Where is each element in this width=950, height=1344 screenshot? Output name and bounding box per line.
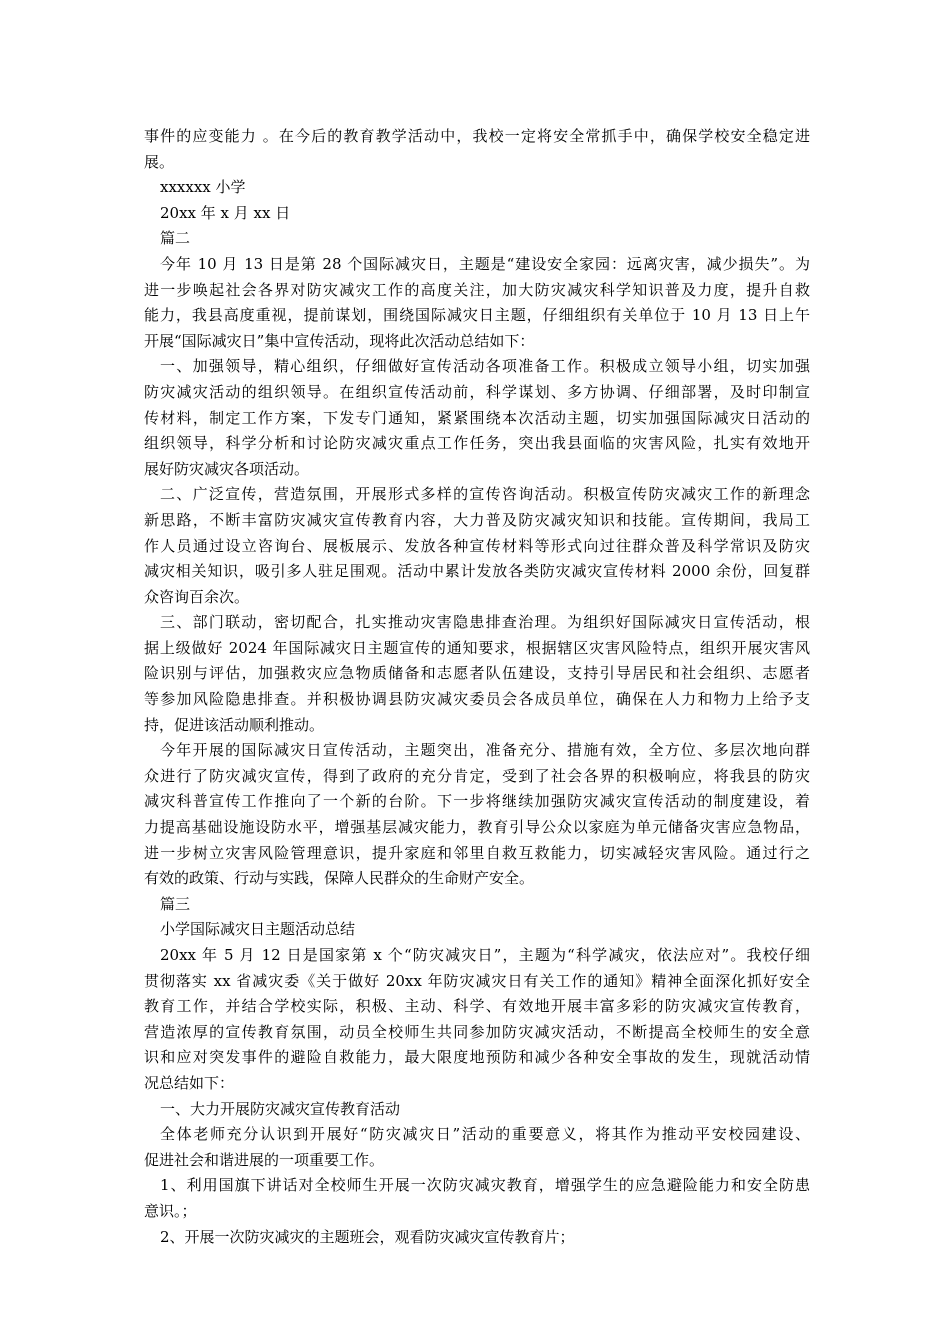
document-page [144,124,810,1250]
text-line: 小学国际减灾日主题活动总结 [160,920,356,939]
text-line: 等参加风险隐患排查。并积极协调县防灾减灾委员会各成员单位，确保在人力和物力上给予支 [144,690,810,709]
text-line: 作人员通过设立咨询台、展板展示、发放各种宣传材料等形式向过往群众普及科学常识及防灾 [144,536,810,555]
text-line: 持，促进该活动顺利推动。 [144,715,325,734]
text-line: 识和应对突发事件的避险自救能力，最大限度地预防和减少各种安全事故的发生，现就活动情 [144,1048,810,1067]
text-line: 能力，我县高度重视，提前谋划，围绕国际减灾日主题，仔细组织有关单位于 10 月 13 日上午 [144,306,810,325]
text-line: 进一步唤起社会各界对防灾减灾工作的高度关注，加大防灾减灾科学知识普及力度，提升自救 [144,280,810,299]
text-line: 况总结如下： [144,1073,235,1092]
text-line: 险识别与评估，加强救灾应急物质储备和志愿者队伍建设，支持引导居民和社会组织、志愿者 [144,664,810,683]
text-line: 教育工作，并结合学校实际，积极、主动、科学、有效地开展丰富多彩的防灾减灾宣传教育， [144,997,810,1016]
text-line: 1、利用国旗下讲话对全校师生开展一次防灾减灾教育，增强学生的应急避险能力和安全防患 [160,1176,810,1195]
text-line: 组织领导，科学分析和讨论防灾减灾重点工作任务，突出我县面临的灾害风险，扎实有效地开 [144,434,810,453]
text-line: 新思路，不断丰富防灾减灾宣传教育内容，大力普及防灾减灾知识和技能。宣传期间，我局工 [144,510,810,529]
text-line: 开展“国际减灾日”集中宣传活动，现将此次活动总结如下： [144,331,535,350]
text-line: xxxxxx 小学 [160,178,246,197]
text-line: 减灾相关知识，吸引多人驻足围观。活动中累计发放各类防灾减灾宣传材料 2000 余份，回复群 [144,562,810,581]
text-line: 意识。； [144,1201,197,1220]
text-line: 防灾减灾活动的组织领导。在组织宣传活动前，科学谋划、多方协调、仔细部署，及时印制宣 [144,382,810,401]
text-line: 今年开展的国际减灾日宣传活动，主题突出，准备充分、措施有效，全方位、多层次地向群 [160,741,810,760]
text-line: 二、广泛宣传，营造氛围，开展形式多样的宣传咨询活动。积极宣传防灾减灾工作的新理念 [160,485,810,504]
text-line: 全体老师充分认识到开展好“防灾减灾日”活动的重要意义，将其作为推动平安校园建设、 [160,1125,810,1144]
text-line: 众咨询百余次。 [144,587,250,606]
text-line: 展。 [144,152,175,171]
text-line: 减灾科普宣传工作推向了一个新的台阶。下一步将继续加强防灾减灾宣传活动的制度建设，着 [144,792,810,811]
text-line: 事件的应变能力 。在今后的教育教学活动中，我校一定将安全常抓手中，确保学校安全稳定进 [144,127,810,145]
text-line: 一、加强领导，精心组织，仔细做好宣传活动各项准备工作。积极成立领导小组，切实加强 [160,357,810,376]
text-line: 众进行了防灾减灾宣传，得到了政府的充分肯定，受到了社会各界的积极响应，将我县的防灾 [144,766,810,785]
text-line: 一、大力开展防灾减灾宣传教育活动 [160,1099,401,1118]
text-line: 传材料，制定工作方案，下发专门通知，紧紧围绕本次活动主题，切实加强国际减灾日活动的 [144,408,810,427]
text-line: 进一步树立灾害风险管理意识，提升家庭和邻里自救互救能力，切实减轻灾害风险。通过行之 [144,843,810,862]
text-line: 三、部门联动，密切配合，扎实推动灾害隐患排查治理。为组织好国际减灾日宣传活动，根 [160,613,810,632]
text-line: 促进社会和谐进展的一项重要工作。 [144,1150,385,1169]
text-line: 营造浓厚的宣传教育氛围，动员全校师生共同参加防灾减灾活动，不断提高全校师生的安全意 [144,1022,810,1041]
text-line: 今年 10 月 13 日是第 28 个国际减灾日，主题是“建设安全家园：远离灾害，减少损失”。为 [160,254,810,273]
text-line: 展好防灾减灾各项活动。 [144,459,310,478]
text-line: 贯彻落实 xx 省减灾委《关于做好 20xx 年防灾减灾日有关工作的通知》精神全面深化抓好安全 [144,971,810,990]
text-line: 力提高基础设施设防水平，增强基层减灾能力，教育引导公众以家庭为单元储备灾害应急物品， [144,818,810,837]
text-line: 有效的政策、行动与实践，保障人民群众的生命财产安全。 [144,869,535,888]
text-line: 20xx 年 5 月 12 日是国家第 x 个“防灾减灾日”，主题为“科学减灾，依法应对”。我校仔细 [160,946,810,964]
text-line: 20xx 年 x 月 xx 日 [160,203,291,222]
text-line: 据上级做好 2024 年国际减灾日主题宣传的通知要求，根据辖区灾害风险特点，组织开展灾害风 [144,638,810,657]
text-line: 2、开展一次防灾减灾的主题班会，观看防灾减灾宣传教育片； [160,1227,575,1246]
text-line: 篇二 [160,229,191,248]
text-line: 篇三 [160,894,191,913]
